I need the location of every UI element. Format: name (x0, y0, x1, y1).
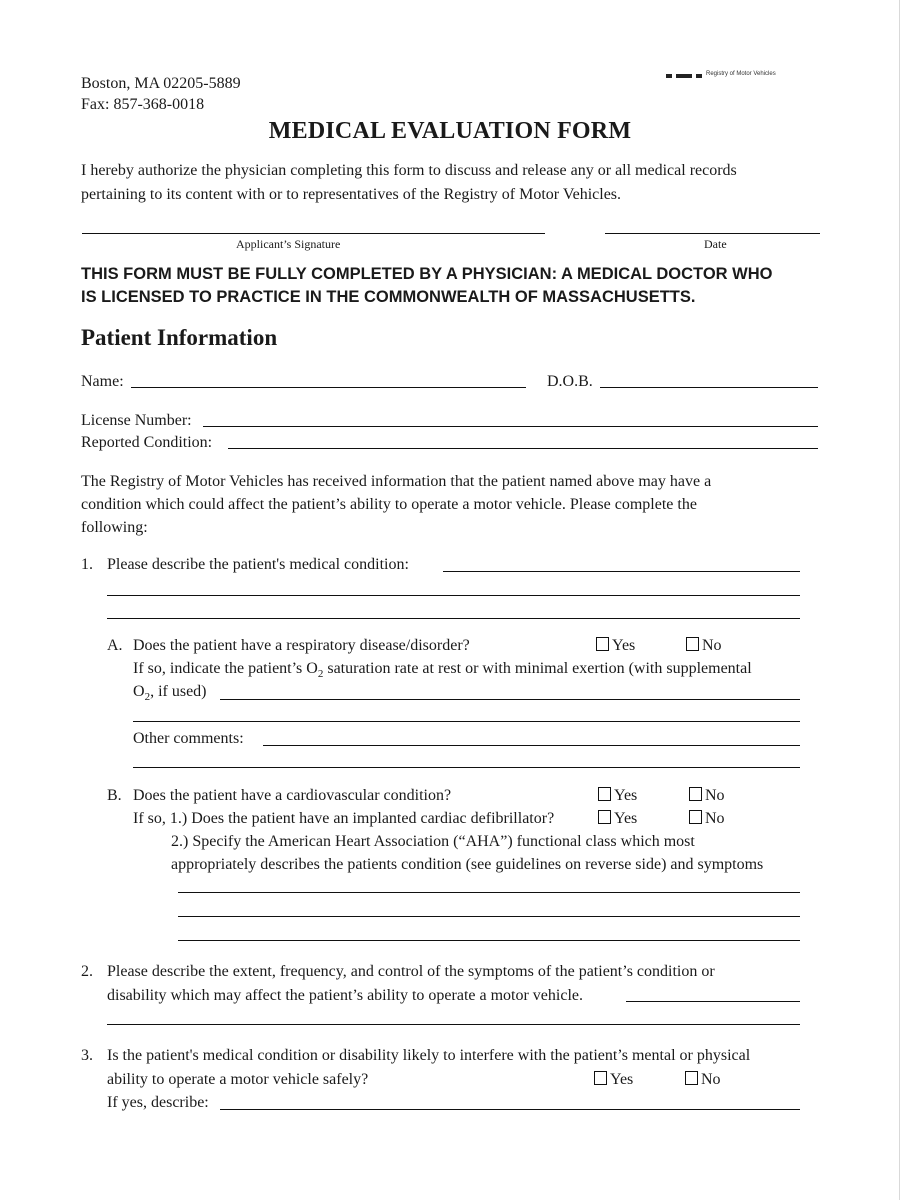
intro-line-2: condition which could affect the patient’s ability to operate a motor vehicle. Please complete the (81, 496, 697, 513)
qa-o2-line-1-post: saturation rate at rest or with minimal exertion (with supplemental (323, 660, 752, 677)
qb-letter: B. (107, 787, 122, 804)
q1-answer-line-2[interactable] (107, 595, 800, 596)
applicant-signature-label: Applicant’s Signature (236, 237, 341, 251)
q2-answer-line-1[interactable] (626, 1001, 800, 1002)
qb-aha-line-2: appropriately describes the patients condition (see guidelines on reverse side) and symptoms (171, 856, 764, 873)
qa-o2-sub-1: 2 (317, 668, 324, 681)
qb-defib-yes-label: Yes (614, 810, 638, 827)
date-field[interactable] (605, 233, 820, 234)
qa-other-comments-line-1[interactable] (263, 745, 800, 746)
qb-answer-line-2[interactable] (178, 916, 800, 917)
name-field[interactable] (131, 387, 526, 388)
q3-yes-checkbox[interactable] (594, 1071, 607, 1085)
qa-o2-line-1-pre: If so, indicate the patient’s O (133, 660, 318, 677)
intro-line-1: The Registry of Motor Vehicles has received information that the patient named above may have a (81, 473, 712, 490)
qa-o2-line-2 (133, 682, 207, 707)
qa-o2-answer-line-1[interactable] (220, 699, 800, 700)
qb-defib-no-label: No (705, 810, 725, 827)
reported-condition-label: Reported Condition: (81, 434, 213, 451)
q3-if-yes-label: If yes, describe: (107, 1094, 209, 1111)
physician-warning-line-1: THIS FORM MUST BE FULLY COMPLETED BY A PHYSICIAN: A MEDICAL DOCTOR WHO (81, 265, 773, 283)
intro-line-3: following: (81, 519, 148, 536)
qb-no-checkbox[interactable] (689, 787, 702, 801)
q3-describe-field[interactable] (220, 1109, 800, 1110)
dob-field[interactable] (600, 387, 818, 388)
qa-other-comments-line-2[interactable] (133, 767, 800, 768)
q2-line-2: disability which may affect the patient’s ability to operate a motor vehicle. (107, 987, 583, 1004)
qa-o2-sub-2: 2 (144, 691, 151, 704)
q1-answer-line-3[interactable] (107, 618, 800, 619)
form-title: MEDICAL EVALUATION FORM (268, 118, 632, 144)
qb-defib-no-checkbox[interactable] (689, 810, 702, 824)
qa-o2-line-2-post: , if used) (150, 683, 207, 700)
q3-no-checkbox[interactable] (685, 1071, 698, 1085)
qa-yes-checkbox[interactable] (596, 637, 609, 651)
q3-number: 3. (81, 1047, 93, 1064)
q2-number: 2. (81, 963, 93, 980)
rmv-logo (666, 72, 816, 80)
q1-answer-line-1[interactable] (443, 571, 800, 572)
name-label: Name: (81, 373, 124, 390)
patient-information-heading: Patient Information (81, 325, 278, 350)
authorization-line-2: pertaining to its content with or to representatives of the Registry of Motor Vehicles. (81, 186, 622, 203)
qb-text: Does the patient have a cardiovascular condition? (133, 787, 452, 804)
q3-no-label: No (701, 1071, 721, 1088)
qb-answer-line-1[interactable] (178, 892, 800, 893)
q1-text: Please describe the patient's medical condition: (107, 556, 409, 573)
qb-answer-line-3[interactable] (178, 940, 800, 941)
qb-aha-line-1: 2.) Specify the American Heart Association (“AHA”) functional class which most (171, 833, 695, 850)
dob-label: D.O.B. (547, 373, 593, 390)
qb-yes-label: Yes (614, 787, 638, 804)
qa-o2-line-2-pre: O (133, 683, 145, 700)
applicant-signature-field[interactable] (82, 233, 545, 234)
qb-yes-checkbox[interactable] (598, 787, 611, 801)
date-label: Date (704, 237, 727, 251)
q1-number: 1. (81, 556, 93, 573)
qa-no-label: No (702, 637, 722, 654)
reported-condition-field[interactable] (228, 448, 818, 449)
qa-other-comments-label: Other comments: (133, 730, 244, 747)
q3-yes-label: Yes (610, 1071, 634, 1088)
qb-defibrillator-text: If so, 1.) Does the patient have an implanted cardiac defibrillator? (133, 810, 555, 827)
address-line-2: Fax: 857-368-0018 (81, 96, 205, 113)
qb-defib-yes-checkbox[interactable] (598, 810, 611, 824)
qa-letter: A. (107, 637, 123, 654)
license-number-field[interactable] (203, 426, 818, 427)
q2-answer-line-2[interactable] (107, 1024, 800, 1025)
logo-text: Registry of Motor Vehicles (706, 71, 776, 77)
qb-no-label: No (705, 787, 725, 804)
qa-no-checkbox[interactable] (686, 637, 699, 651)
authorization-line-1: I hereby authorize the physician completing this form to discuss and release any or all medical records (81, 162, 737, 179)
physician-warning-line-2: IS LICENSED TO PRACTICE IN THE COMMONWEALTH OF MASSACHUSETTS. (81, 288, 696, 306)
license-number-label: License Number: (81, 412, 192, 429)
q3-line-1: Is the patient's medical condition or disability likely to interfere with the patient’s mental or physical (107, 1047, 751, 1064)
qa-text: Does the patient have a respiratory disease/disorder? (133, 637, 470, 654)
qa-o2-line-1 (133, 659, 752, 684)
q2-line-1: Please describe the extent, frequency, and control of the symptoms of the patient’s condition or (107, 963, 715, 980)
q3-line-2: ability to operate a motor vehicle safely? (107, 1071, 369, 1088)
qa-yes-label: Yes (612, 637, 636, 654)
address-line-1: Boston, MA 02205-5889 (81, 75, 241, 92)
qa-o2-answer-line-2[interactable] (133, 721, 800, 722)
